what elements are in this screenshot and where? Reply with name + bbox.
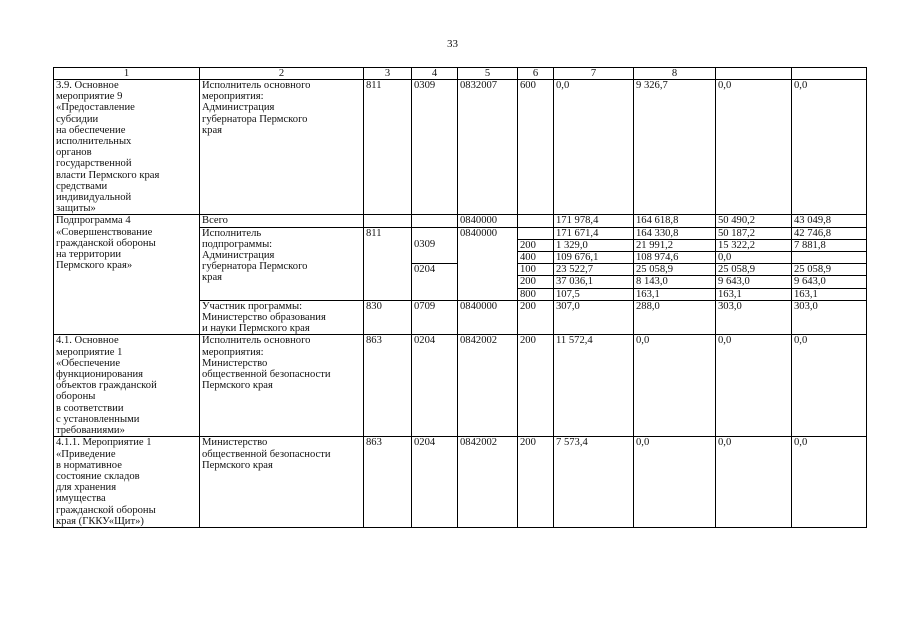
cell: 0840000 [458,227,518,300]
cell: 8 143,0 [634,276,716,288]
cell: 9 643,0 [716,276,792,288]
cell: 42 746,8 [792,227,867,239]
cell: 25 058,9 [634,264,716,276]
cell: 163,1 [716,288,792,300]
cell [792,252,867,264]
cell: 50 490,2 [716,215,792,227]
cell: 7 881,8 [792,239,867,251]
total-label: Всего [200,215,364,227]
cell: 9 643,0 [792,276,867,288]
cell: 0832007 [458,80,518,215]
cell: 0,0 [716,437,792,528]
col-header: 1 [54,68,200,80]
cell: 43 049,8 [792,215,867,227]
cell: 107,5 [554,288,634,300]
cell: 23 522,7 [554,264,634,276]
cell: 1 329,0 [554,239,634,251]
cell: 0,0 [716,252,792,264]
cell: 0842002 [458,335,518,437]
cell: 50 187,2 [716,227,792,239]
cell [518,227,554,239]
table-row [54,335,867,437]
cell: 400 [518,252,554,264]
cell: 108 974,6 [634,252,716,264]
cell: 100 [518,264,554,276]
measure-name: 4.1.1. Мероприятие 1 «Приведение в нормативное состояние складов для хранения имущества гражданской обороны края (ГККУ«Щит») [54,437,200,528]
cell: 303,0 [792,300,867,335]
cell: 600 [518,80,554,215]
table-row [54,215,867,227]
cell: 0309 [412,239,458,263]
cell: 163,1 [792,288,867,300]
cell: 25 058,9 [792,264,867,276]
cell: 37 036,1 [554,276,634,288]
cell [518,215,554,227]
measure-name: 3.9. Основное мероприятие 9 «Предоставление субсидии на обеспечение исполнительных органов государственной власти Пермского края средствами индивидуальной защиты» [54,80,200,215]
cell: 0840000 [458,300,518,335]
col-header: 4 [412,68,458,80]
cell: 0,0 [792,80,867,215]
cell: 0204 [412,437,458,528]
col-header: 5 [458,68,518,80]
table-row [54,80,867,215]
col-header: 8 [634,68,716,80]
cell: 0840000 [458,215,518,227]
cell: 800 [518,288,554,300]
cell: 109 676,1 [554,252,634,264]
cell: 288,0 [634,300,716,335]
cell: 200 [518,335,554,437]
cell: 0842002 [458,437,518,528]
cell: 811 [364,80,412,215]
budget-table [53,67,867,528]
cell [412,215,458,227]
cell: 171 978,4 [554,215,634,227]
cell: 21 991,2 [634,239,716,251]
col-header: 7 [554,68,634,80]
cell: 863 [364,335,412,437]
cell: 25 058,9 [716,264,792,276]
cell: 0,0 [716,335,792,437]
cell: 0,0 [792,335,867,437]
cell: 9 326,7 [634,80,716,215]
cell: 164 618,8 [634,215,716,227]
col-header: 6 [518,68,554,80]
cell: 200 [518,300,554,335]
cell: 0,0 [792,437,867,528]
cell: 11 572,4 [554,335,634,437]
cell: 200 [518,239,554,251]
executor: Исполнитель основного мероприятия: Министерство общественной безопасности Пермского края [200,335,364,437]
cell: 0204 [412,264,458,301]
cell: 0,0 [634,437,716,528]
cell [364,215,412,227]
participant: Участник программы: Министерство образования и науки Пермского края [200,300,364,335]
cell: 200 [518,437,554,528]
col-header [716,68,792,80]
cell: 303,0 [716,300,792,335]
cell: 7 573,4 [554,437,634,528]
cell: 0709 [412,300,458,335]
cell: 200 [518,276,554,288]
cell: 0309 [412,80,458,215]
table-row [54,437,867,528]
col-header: 2 [200,68,364,80]
page-number: 33 [447,38,458,50]
column-number-row [54,68,867,80]
cell: 307,0 [554,300,634,335]
subprogram-title: Подпрограмма 4 «Совершенствование гражданской обороны на территории Пермского края» [54,215,200,335]
cell: 0,0 [716,80,792,215]
cell: 15 322,2 [716,239,792,251]
col-header [792,68,867,80]
cell: 863 [364,437,412,528]
cell: 0,0 [554,80,634,215]
cell: 163,1 [634,288,716,300]
cell: 0,0 [634,335,716,437]
executor: Исполнитель основного мероприятия: Администрация губернатора Пермского края [200,80,364,215]
cell: 811 [364,227,412,300]
cell: 0204 [412,335,458,437]
measure-name: 4.1. Основное мероприятие 1 «Обеспечение функционирования объектов гражданской обороны в соответствии с установленными требованиями» [54,335,200,437]
col-header: 3 [364,68,412,80]
cell [412,227,458,239]
cell: 164 330,8 [634,227,716,239]
cell: 830 [364,300,412,335]
executor: Исполнитель подпрограммы: Администрация губернатора Пермского края [200,227,364,300]
executor: Министерство общественной безопасности Пермского края [200,437,364,528]
cell: 171 671,4 [554,227,634,239]
